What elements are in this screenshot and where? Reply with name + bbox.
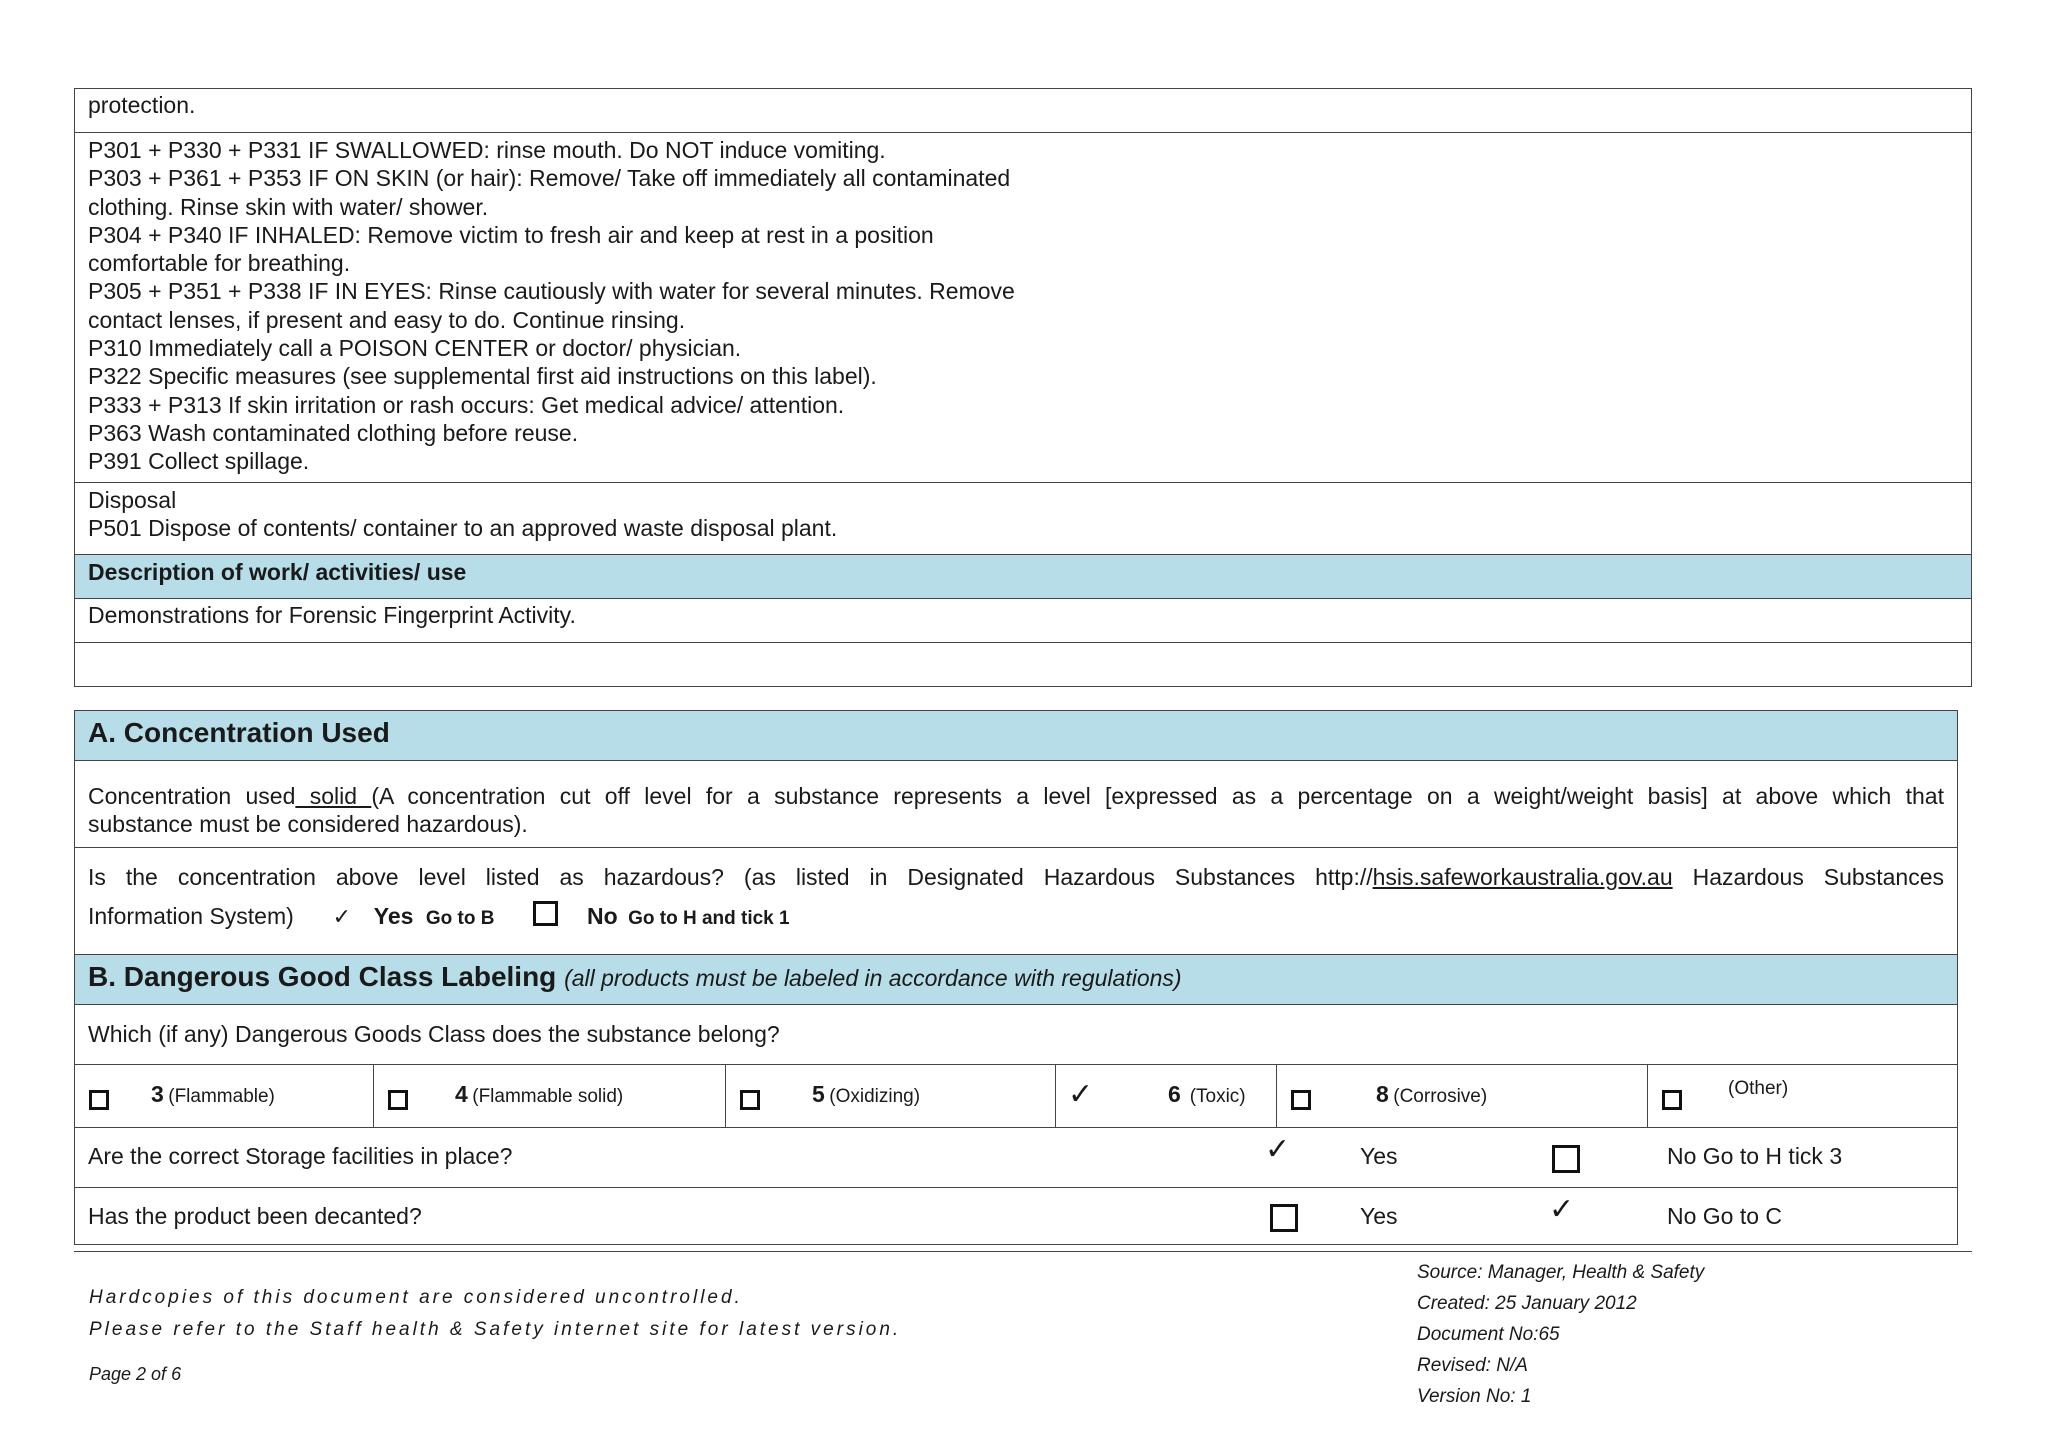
page-number: Page 2 of 6 xyxy=(89,1364,182,1384)
class-4-checkbox[interactable] xyxy=(388,1090,408,1110)
p-line: P305 + P351 + P338 IF IN EYES: Rinse cautiously with water for several minutes. Remove xyxy=(88,278,1015,305)
yes-checkmark-icon[interactable]: ✓ xyxy=(332,904,352,929)
no-goto: Go to H and tick 1 xyxy=(628,908,790,929)
description-text: Demonstrations for Forensic Fingerprint Activity. xyxy=(75,598,1972,642)
disposal-text: P501 Dispose of contents/ container to an approved waste disposal plant. xyxy=(88,514,838,541)
disposal-title: Disposal xyxy=(88,486,177,513)
footer-created: Created: 25 January 2012 xyxy=(1417,1293,1637,1314)
protection-cell: protection. xyxy=(75,89,1972,133)
decanted-row: Has the product been decanted? Yes ✓ No Go to C xyxy=(75,1187,1957,1244)
storage-no-checkbox[interactable] xyxy=(1552,1145,1580,1173)
section-b-header: B. Dangerous Good Class Labeling (all products must be labeled in accordance with regulations) xyxy=(75,954,1957,1004)
class-6-checkmark-icon[interactable]: ✓ xyxy=(1068,1078,1094,1111)
decanted-no-checkmark-icon[interactable]: ✓ xyxy=(1549,1193,1575,1226)
hazardous-question-row: Is the concentration above level listed as hazardous? (as listed in Designated Hazardous Substances http://hsis.safeworkaustralia.gov.au Hazardous Substances Information System) ✓ Yes Go to B No Go to H and tick 1 xyxy=(75,847,1957,954)
hsis-link[interactable]: hsis.safeworkaustralia.gov.au xyxy=(1372,864,1673,890)
p-line: P310 Immediately call a POISON CENTER or doctor/ physician. xyxy=(88,335,742,362)
storage-yes-checkmark-icon[interactable]: ✓ xyxy=(1265,1133,1291,1166)
p-line: comfortable for breathing. xyxy=(88,250,351,277)
empty-cell xyxy=(75,642,1972,686)
precautions-table xyxy=(74,88,1972,687)
footer-uncontrolled-note: Hardcopies of this document are considered uncontrolled. xyxy=(89,1287,743,1308)
dg-class-3: 3 (Flammable) xyxy=(75,1065,373,1127)
class-8-checkbox[interactable] xyxy=(1291,1090,1311,1110)
footer-document-no: Document No:65 xyxy=(1417,1324,1560,1345)
p-line: P363 Wash contaminated clothing before reuse. xyxy=(88,419,579,446)
class-5-checkbox[interactable] xyxy=(740,1090,760,1110)
dg-class-other: (Other) xyxy=(1647,1065,1957,1127)
footer-revised: Revised: N/A xyxy=(1417,1355,1528,1376)
footer-source: Source: Manager, Health & Safety xyxy=(1417,1262,1705,1283)
dg-class-6: ✓ 6 (Toxic) xyxy=(1055,1065,1276,1127)
concentration-row: Concentration used solid (A concentration cut off level for a substance represents a level [expressed as a percentage on a weight/weight basis] at above which that substance must be considered hazardous). xyxy=(75,760,1957,847)
p-line: P322 Specific measures (see supplemental first aid instructions on this label). xyxy=(88,363,877,390)
storage-row: Are the correct Storage facilities in place? ✓ Yes No Go to H tick 3 xyxy=(75,1127,1957,1187)
dg-class-8: 8 (Corrosive) xyxy=(1276,1065,1647,1127)
disposal-cell xyxy=(75,482,1972,554)
footer-divider xyxy=(74,1251,1972,1252)
precautionary-statements-cell xyxy=(75,133,1972,483)
dg-class-row xyxy=(75,1064,1957,1127)
dg-class-5: 5 (Oxidizing) xyxy=(725,1065,1055,1127)
section-a-header: A. Concentration Used xyxy=(75,711,1957,760)
p-line: P391 Collect spillage. xyxy=(88,448,310,475)
p-line: clothing. Rinse skin with water/ shower. xyxy=(88,193,489,220)
description-header: Description of work/ activities/ use xyxy=(75,554,1972,598)
dg-question-row: Which (if any) Dangerous Goods Class does the substance belong? xyxy=(75,1004,1957,1064)
decanted-yes-checkbox[interactable] xyxy=(1270,1204,1298,1232)
concentration-dg-form xyxy=(74,710,1958,1245)
yes-goto: Go to B xyxy=(425,908,495,929)
p-line: contact lenses, if present and easy to do. Continue rinsing. xyxy=(88,306,686,333)
no-checkbox[interactable] xyxy=(533,901,558,926)
concentration-value[interactable]: solid xyxy=(295,783,372,809)
p-line: P304 + P340 IF INHALED: Remove victim to fresh air and keep at rest in a position xyxy=(88,221,934,248)
class-other-checkbox[interactable] xyxy=(1662,1090,1682,1110)
footer-refer-note: Please refer to the Staff health & Safety internet site for latest version. xyxy=(89,1319,902,1340)
yes-label: Yes xyxy=(373,903,414,929)
p-line: P301 + P330 + P331 IF SWALLOWED: rinse mouth. Do NOT induce vomiting. xyxy=(88,137,886,163)
class-3-checkbox[interactable] xyxy=(89,1090,109,1110)
no-label: No xyxy=(587,903,618,929)
dg-class-4: 4 (Flammable solid) xyxy=(373,1065,725,1127)
p-line: P303 + P361 + P353 IF ON SKIN (or hair): Remove/ Take off immediately all contaminated xyxy=(88,165,1011,192)
footer-version: Version No: 1 xyxy=(1417,1386,1532,1407)
p-line: P333 + P313 If skin irritation or rash occurs: Get medical advice/ attention. xyxy=(88,391,845,418)
